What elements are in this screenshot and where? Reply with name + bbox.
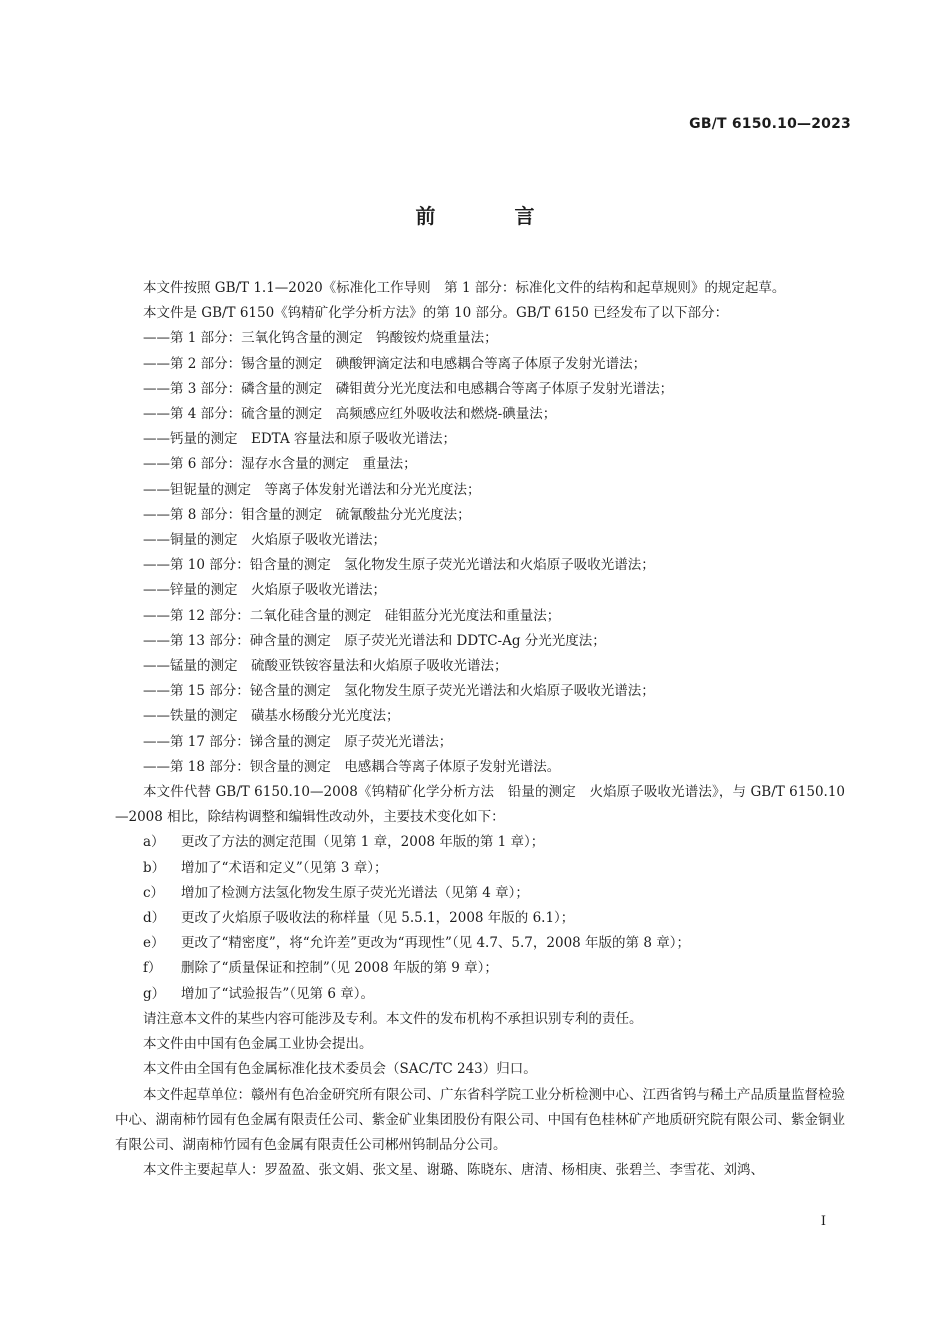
list-item: ——钽铌量的测定 等离子体发射光谱法和分光光度法； — [143, 481, 481, 498]
paragraph-patent-notice: 请注意本文件的某些内容可能涉及专利。本文件的发布机构不承担识别专利的责任。 — [143, 1010, 643, 1027]
list-item: ——铜量的测定 火焰原子吸收光谱法； — [143, 532, 386, 549]
paragraph-series-intro: 本文件是 GB/T 6150《钨精矿化学分析方法》的第 10 部分。GB/T 6150 已经发布了以下部分： — [143, 305, 729, 322]
list-item: ——锰量的测定 硫酸亚铁铵容量法和火焰原子吸收光谱法； — [143, 658, 508, 675]
paragraph-replacement: 本文件代替 GB/T 6150.10—2008《钨精矿化学分析方法 铅量的测定 火焰原子吸收光谱法》，与 GB/T 6150.10—2008 相比，除结构调整和编辑性改动外，主要技术变化如下： — [115, 784, 845, 826]
list-item — [115, 830, 845, 855]
list-item: ——锌量的测定 火焰原子吸收光谱法； — [143, 582, 386, 599]
item-label: b） — [143, 859, 166, 876]
item-label: f） — [143, 960, 162, 977]
paragraph-drafting-units: 本文件起草单位：赣州有色冶金研究所有限公司、广东省科学院工业分析检测中心、江西省钨与稀土产品质量监督检验中心、湖南柿竹园有色金属有限责任公司、紫金矿业集团股份有限公司、中国有色桂林矿产地质研究院有限公司、紫金铜业有限公司、湖南柿竹园有色金属有限责任公司郴州钨制品分公司。 — [115, 1086, 845, 1153]
item-text: 增加了“试验报告”（见第 6 章）。 — [181, 985, 374, 1002]
item-label: d） — [143, 910, 166, 927]
list-item: ——第 13 部分：砷含量的测定 原子荧光光谱法和 DDTC-Ag 分光光度法； — [143, 632, 606, 649]
item-label: a） — [143, 834, 165, 851]
foreword-body — [115, 276, 845, 1183]
changes-list — [115, 830, 845, 1006]
list-item: ——第 8 部分：钼含量的测定 硫氰酸盐分光光度法； — [143, 506, 471, 523]
list-item: ——第 15 部分：铋含量的测定 氢化物发生原子荧光光谱法和火焰原子吸收光谱法； — [143, 683, 655, 700]
page-number: I — [820, 1214, 826, 1229]
paragraph-drafting-rules: 本文件按照 GB/T 1.1—2020《标准化工作导则 第 1 部分：标准化文件的结构和起草规则》的规定起草。 — [143, 280, 786, 296]
list-item — [115, 956, 845, 981]
paragraph-drafters: 本文件主要起草人：罗盈盈、张文娟、张文星、谢璐、陈晓东、唐清、杨相庚、张碧兰、李雪花、刘鸿、 — [143, 1162, 764, 1179]
item-label: c） — [143, 884, 165, 901]
list-item — [115, 906, 845, 931]
standard-code: GB/T 6150.10—2023 — [689, 116, 851, 132]
parts-list — [115, 326, 845, 780]
list-item: ——第 2 部分：锡含量的测定 碘酸钾滴定法和电感耦合等离子体原子发射光谱法； — [143, 355, 647, 372]
list-item — [115, 856, 845, 881]
item-text: 增加了检测方法氢化物发生原子荧光光谱法（见第 4 章）； — [181, 884, 529, 901]
paragraph-committee: 本文件由全国有色金属标准化技术委员会（SAC/TC 243）归口。 — [143, 1061, 537, 1078]
list-item — [115, 982, 845, 1007]
item-text: 更改了火焰原子吸收法的称样量（见 5.5.1，2008 年版的 6.1）； — [181, 910, 575, 927]
list-item: ——第 4 部分：硫含量的测定 高频感应红外吸收法和燃烧-碘量法； — [143, 406, 557, 423]
list-item: ——铁量的测定 磺基水杨酸分光光度法； — [143, 708, 400, 725]
list-item: ——第 1 部分：三氧化钨含量的测定 钨酸铵灼烧重量法； — [143, 330, 498, 347]
item-text: 增加了“术语和定义”（见第 3 章）； — [181, 859, 388, 876]
page-title: 前 言 — [415, 204, 571, 228]
list-item: ——第 12 部分：二氧化硅含量的测定 硅钼蓝分光光度法和重量法； — [143, 607, 561, 624]
list-item: ——第 6 部分：湿存水含量的测定 重量法； — [143, 456, 417, 473]
item-text: 更改了方法的测定范围（见第 1 章，2008 年版的第 1 章）； — [181, 834, 545, 851]
list-item: ——第 18 部分：钡含量的测定 电感耦合等离子体原子发射光谱法。 — [143, 758, 561, 775]
item-label: g） — [143, 985, 166, 1002]
list-item: ——钙量的测定 EDTA 容量法和原子吸收光谱法； — [143, 431, 456, 448]
item-label: e） — [143, 935, 165, 952]
item-text: 删除了“质量保证和控制”（见 2008 年版的第 9 章）； — [181, 960, 498, 977]
list-item: ——第 3 部分：磷含量的测定 磷钼黄分光光度法和电感耦合等离子体原子发射光谱法； — [143, 380, 674, 397]
item-text: 更改了“精密度”，将“允许差”更改为“再现性”（见 4.7、5.7，2008 年版的第 8 章）； — [181, 935, 690, 952]
list-item: ——第 10 部分：铅含量的测定 氢化物发生原子荧光光谱法和火焰原子吸收光谱法； — [143, 557, 655, 574]
list-item: ——第 17 部分：锑含量的测定 原子荧光光谱法； — [143, 733, 453, 750]
paragraph-proposer: 本文件由中国有色金属工业协会提出。 — [143, 1036, 373, 1053]
list-item — [115, 881, 845, 906]
list-item — [115, 931, 845, 956]
